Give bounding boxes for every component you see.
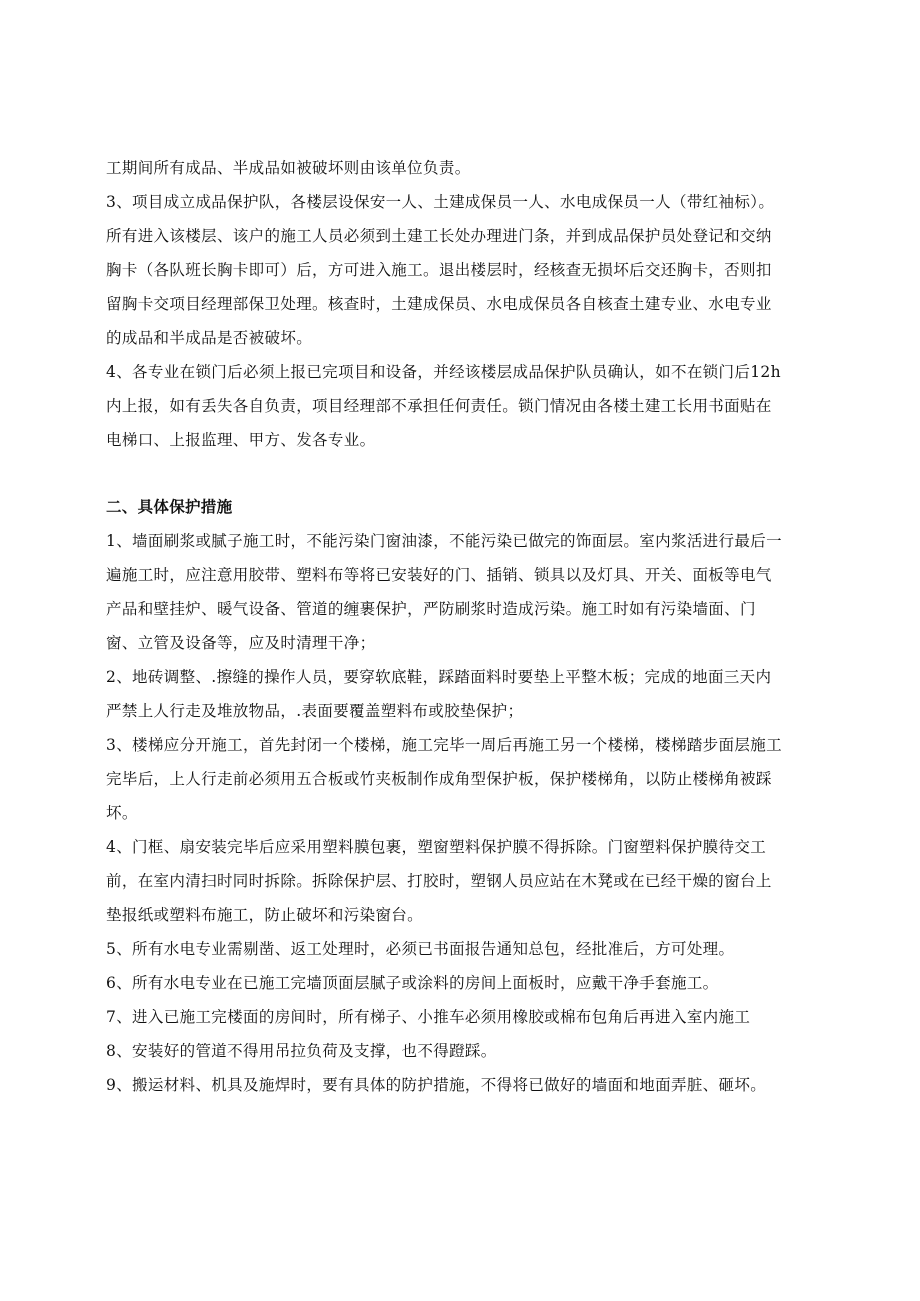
text-line: 工期间所有成品、半成品如被破坏则由该单位负责。 [106, 159, 471, 177]
section-heading: 二、具体保护措施 [106, 497, 233, 516]
text-line: 前，在室内清扫时同时拆除。拆除保护层、打胶时，塑钢人员应站在木凳或在已经干燥的窗台上 [106, 872, 772, 890]
section-2 [106, 490, 830, 1102]
text-line: 完毕后，上人行走前必须用五合板或竹夹板制作成角型保护板，保护楼梯角，以防止楼梯角被踩 [106, 770, 772, 788]
text-line: 1、墙面刷浆或腻子施工时，不能污染门窗油漆，不能污染已做完的饰面层。室内浆活进行最后一 [106, 532, 782, 550]
text-line: 窗、立管及设备等，应及时清理干净； [106, 634, 376, 652]
section-gap [106, 457, 830, 490]
text-line: 3、楼梯应分开施工，首先封闭一个楼梯，施工完毕一周后再施工另一个楼梯，楼梯踏步面层施工 [106, 736, 782, 754]
text-line: 6、所有水电专业在已施工完墙顶面层腻子或涂料的房间上面板时，应戴干净手套施工。 [106, 974, 719, 992]
text-line: 遍施工时，应注意用胶带、塑料布等将已安装好的门、插销、锁具以及灯具、开关、面板等电气 [106, 566, 772, 584]
text-line: 9、搬运材料、机具及施焊时，要有具体的防护措施，不得将已做好的墙面和地面弄脏、砸坏。 [106, 1076, 767, 1094]
document-page [106, 151, 830, 1102]
text-line: 坏。 [106, 804, 138, 822]
text-line: 5、所有水电专业需剔凿、返工处理时，必须已书面报告通知总包，经批准后，方可处理。 [106, 940, 735, 958]
text-line: 胸卡（各队班长胸卡即可）后，方可进入施工。退出楼层时，经核查无损坏后交还胸卡，否则扣 [106, 261, 772, 279]
section-1 [106, 151, 830, 457]
text-line: 4、门框、扇安装完毕后应采用塑料膜包裹，塑窗塑料保护膜不得拆除。门窗塑料保护膜待交工 [106, 838, 767, 856]
text-line: 的成品和半成品是否被破坏。 [106, 329, 313, 347]
text-line: 严禁上人行走及堆放物品，.表面要覆盖塑料布或胶垫保护； [106, 702, 524, 720]
text-line: 电梯口、上报监理、甲方、发各专业。 [106, 431, 376, 449]
text-line: 4、各专业在锁门后必须上报已完项目和设备，并经该楼层成品保护队员确认，如不在锁门后12h [106, 363, 781, 381]
text-line: 8、安装好的管道不得用吊拉负荷及支撑，也不得蹬踩。 [106, 1042, 497, 1060]
text-line: 7、进入已施工完楼面的房间时，所有梯子、小推车必须用橡胶或棉布包角后再进入室内施工 [106, 1008, 751, 1026]
text-line: 3、项目成立成品保护队，各楼层设保安一人、土建成保员一人、水电成保员一人（带红袖标）。 [106, 193, 775, 211]
text-line: 产品和壁挂炉、暖气设备、管道的缠裹保护，严防刷浆时造成污染。施工时如有污染墙面、门 [106, 600, 756, 618]
text-line: 所有进入该楼层、该户的施工人员必须到土建工长处办理进门条，并到成品保护员处登记和交纳 [106, 227, 772, 245]
text-line: 内上报，如有丢失各自负责，项目经理部不承担任何责任。锁门情况由各楼土建工长用书面贴在 [106, 397, 772, 415]
text-line: 2、地砖调整、.擦缝的操作人员，要穿软底鞋，踩踏面料时要垫上平整木板；完成的地面三天内 [106, 668, 772, 686]
text-line: 垫报纸或塑料布施工，防止破坏和污染窗台。 [106, 906, 424, 924]
text-line: 留胸卡交项目经理部保卫处理。核查时，土建成保员、水电成保员各自核查土建专业、水电专业 [106, 295, 772, 313]
